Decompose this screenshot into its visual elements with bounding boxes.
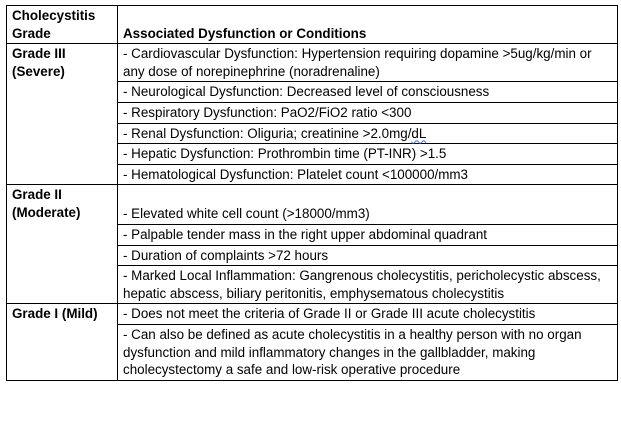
grade-1-definition: - Can also be defined as acute cholecystitis in a healthy person with no organ dysfunction and mild inflammatory changes in the gallbladder, making cholecystectomy a safe and low-risk operative procedure [118, 324, 618, 380]
grade-3-respiratory: - Respiratory Dysfunction: PaO2/FiO2 ratio <300 [118, 102, 618, 123]
header-conditions-cell: Associated Dysfunction or Conditions [118, 6, 618, 44]
header-grade-line2: Grade [12, 25, 51, 41]
grade-3-cardiovascular: - Cardiovascular Dysfunction: Hypertension requiring dopamine >5ug/kg/min or any dose of norepinephrine (noradrenaline) [118, 44, 618, 82]
grade-3-renal [118, 123, 618, 144]
grade-3-renal-text: - Renal Dysfunction: Oliguria; creatinine >2.0mg/ [123, 125, 412, 141]
grade-2-label-line1: Grade II [12, 187, 62, 203]
grade-2-white-cell-count: - Elevated white cell count (>18000/mm3) [118, 185, 618, 225]
header-grade-line1: Cholecystitis [12, 8, 96, 23]
table-row [7, 44, 618, 82]
cholecystitis-grade-table [6, 5, 618, 381]
grade-3-label-line1: Grade III [12, 46, 66, 62]
grade-3-hepatic: - Hepatic Dysfunction: Prothrombin time (PT-INR) >1.5 [118, 144, 618, 165]
grade-1-criteria: - Does not meet the criteria of Grade II or Grade III acute cholecystitis [118, 304, 618, 325]
table-row [7, 304, 618, 325]
grade-3-label-line2: (Severe) [12, 63, 65, 79]
header-grade-cell [7, 6, 118, 44]
grade-2-local-inflammation: - Marked Local Inflammation: Gangrenous cholecystitis, pericholecystic abscess, hepatic abscess, biliary peritonitis, emphysematous cholecystitis [118, 266, 618, 304]
grade-3-label-cell [7, 44, 118, 185]
grade-1-label-cell: Grade I (Mild) [7, 304, 118, 380]
grade-3-neurological: - Neurological Dysfunction: Decreased level of consciousness [118, 82, 618, 103]
grade-3-hematological: - Hematological Dysfunction: Platelet count <100000/mm3 [118, 164, 618, 185]
table-row [7, 185, 618, 225]
grade-2-label-line2: (Moderate) [12, 204, 81, 220]
grade-2-label-cell [7, 185, 118, 304]
spellcheck-underlined-unit: dL [411, 125, 427, 141]
table-header-row [7, 6, 618, 44]
grade-2-palpable-mass: - Palpable tender mass in the right upper abdominal quadrant [118, 224, 618, 245]
grade-2-duration: - Duration of complaints >72 hours [118, 245, 618, 266]
